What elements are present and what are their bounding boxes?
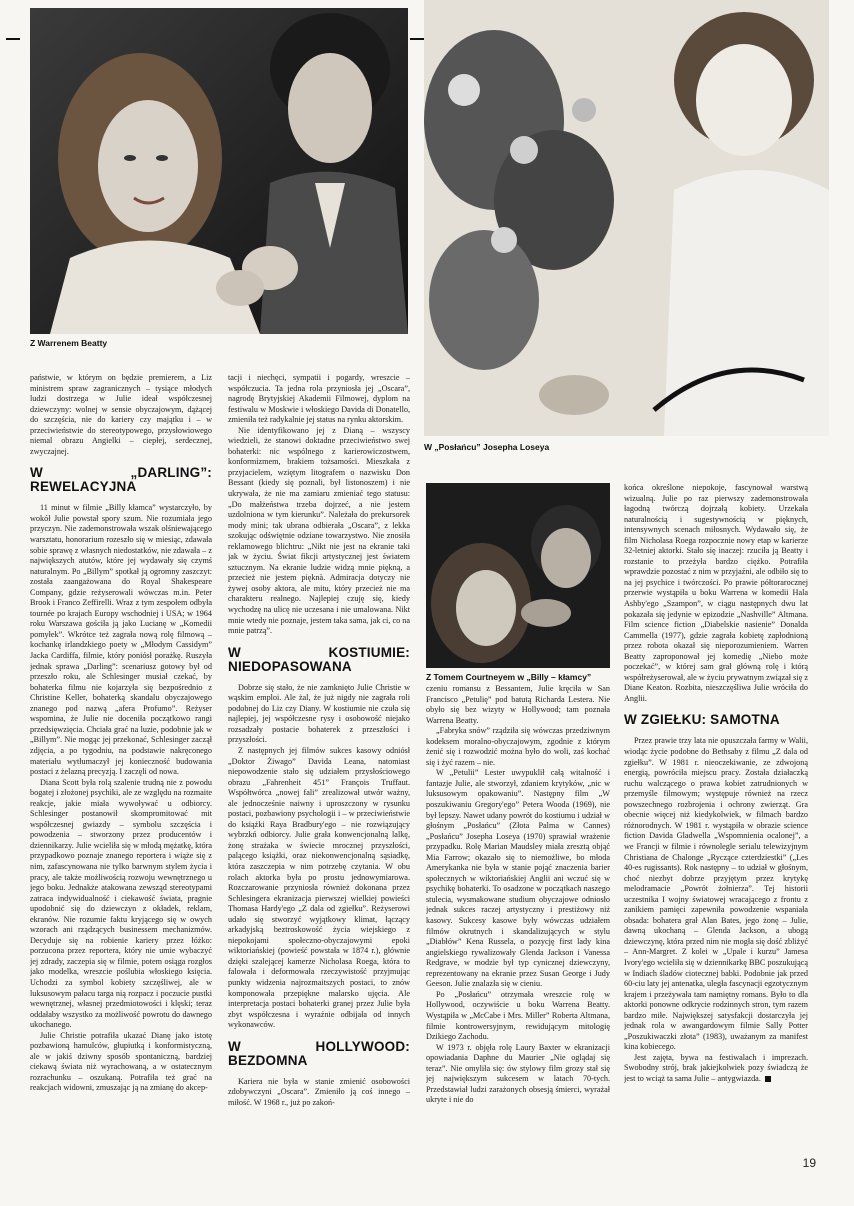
col2-paragraph: tacji i niechęci, sympatii i pogardy, wreszcie – współczucia. Ta jedna rola przyniosła jej „Oscara”, nagrodę Brytyjskiej Akademii Filmowej, dyplom na festiwalu w Moskwie i włoskiego Davida di Donatello, zmieniła też radykalnie jej status na rynku aktorskim. bbox=[228, 373, 410, 425]
col2-paragraph: Kariera nie była w stanie zmienić osobowości zdobywczyni „Oscara”. Zmieniło ją coś innego – miłość. W 1968 r., już po zakoń- bbox=[228, 1076, 410, 1107]
column-2 bbox=[228, 373, 410, 1143]
crop-mark-left bbox=[6, 38, 20, 40]
col3-paragraph: czeniu romansu z Bessantem, Julie kręciła w San Francisco „Petulię” pod batutą Richarda Lestera. Nie obyło się bez wizyty w Hollywood; tam poznała Warrena Beatty. bbox=[426, 684, 610, 725]
heading-zgielku: W ZGIEŁKU: SAMOTNA bbox=[624, 712, 780, 728]
photo-losey bbox=[424, 0, 829, 436]
page-number: 19 bbox=[802, 1156, 816, 1170]
photo-beatty-illustration bbox=[30, 8, 408, 334]
col2-paragraph: Nie identyfikowano jej z Dianą – wszyscy wiedzieli, że stanowi doktadne przeciwieństwo swej bohaterki: nic wspólnego z karierowiczostwem, konformizmem, brakiem tożsamości. Mieszkała z przyjacielem, wziętym litografem o nazwisku Don Bessant (kiedy się poznali, był listonoszem) i nie ukrywała, że nie ma zamiaru zmieniać tego statusu: „Do małżeństwa trzeba dojrzeć, a nie jestem uzdolniona w tym kierunku”. Należała do prekursorek mody mini; tak ubrana odbierała „Oscara”, z lekka szokując odświętnie odziane towarzystwo. Nie znosiła reklamowego blichtru: „Nikt nie jest na ekranie taki jak w życiu. Świat fikcji artystycznej jest światem sztucznym. Na ekranie ludzie widzą mnie piękną, a przecież nie jestem pięknà. Admiracja dotyczy nie żywej osoby aktora, ale mitu, który przecież nie ma charakteru realnego. Najlepiej czuję się, kiedy wychodzę na ulicę nie uczesana i nie umalowana. Nikt mnie wtedy nie poznaje, jestem taka sama, jak ci, co na mnie patrzą”. bbox=[228, 425, 410, 636]
photo-losey-illustration bbox=[424, 0, 829, 436]
col1-paragraph: Diana Scott była rolą szalenie trudną nie z powodu bogatej i złożonej psychiki, ale ze względu na rozmaite reakcje, jakie miała wywoływać u odbiorcy. Schlesinger postanowił skompromitować mit współczesnej gwiazdy – symbolu szczęścia i powodzenia – stworzony przez producentów i dziennikarzy. Julie wcieliła się w młodą mężatkę, która przypadkowo poznaje znanego reportera i wiąże się z nim, zafascynowana nie tylko barwnym stylem życia i pracy, ale także możliwością rozwoju wewnętrznego u jego boku. Jednakże atakowana zewsząd stereotypami zatraca indywidualność i ciekawość świata, pragnie upodobnić się do dziewczyn z okładek, reklam, ekranów. Nie rozumie faktu kryjącego się w owych wzorach ani rządzących businessem mechanizmów. Decyduje się na robienie kariery przez łóżko: porzucona przez reportera, który nie umie wybaczyć jej zdrady, zaczepia się w filmie, potem osiąga rozgłos jako modelka, wreszcie poślubia włoskiego księcia. Uchodzi za symbol kobiety szczęśliwej, ale w luksusowym pałacu targa nią rozpacz i poczucie pustki wewnętrznej, własnej przedmiotowości i klęski; teraz oddałaby wszystko za możliwość powrotu do dawnego ukochanego. bbox=[30, 777, 212, 1030]
col3-paragraph: Po „Posłańcu” otrzymała wreszcie rolę w Hollywood, oczywiście u boku Warrena Beatty. Wystąpiła w „McCabe i Mrs. Miller” Roberta Altmana, filmie kontrowersyjnym, rewidującym mitologię Dzikiego Zachodu. bbox=[426, 989, 610, 1042]
col1-paragraph: Julie Christie potrafiła ukazać Dianę jako istotę pozbawioną hamulców, głupiutką i konformistyczną, ale w jakiś dziwny sposób spontaniczną, bardziej ciekawą świata niż wyrachowaną, a w ostatecznym rozrachunku – oszukaną. Potrafiła też grać na reakcjach widowni, zmuszając ją na zmianę do akcep- bbox=[30, 1030, 212, 1093]
col1-paragraph: 11 minut w filmie „Billy kłamca” wystarczyło, by wokół Julie powstał spory szum. Nie rozumiała jego przyczyn. Nie zademonstrowała wszak olśniewającego warsztatu, honorarium rozeszło się w miesiąc, zdawała sobie sprawę z własnych niedostatków, nie zdawała – z największych atutów, które jej wydawały się czymś naturalnym. Po „Billym” spotkał ją ogromny zaszczyt: została zaangażowana do Royal Shakespeare Company, gdzie reżyserowali wówczas m.in. Peter Brook i Franco Zeffirelli. Wraz z tym zespołem odbyła tournée po krajach Europy wschodniej i USA; w 1964 roku Warszawa gościła ją jako Lucianę w „Komedii pomyłek”. Wkrótce też zagrała nową rolę filmową – kochankę irlandzkiego poety w „Młodym Cassidym” Jacka Cardiffa, filmie, który poniósł porażkę. Ruszyła jednak sprawa „Darling”: scenariusz gotowy był od przeszło roku, ale Schlesinger musiał czekać, by bohaterka filmu nie kojarzyła się bezpośrednio z Christine Keller, bohaterką skandalu obyczajowego znanego pod nazwą „afera Profumo”. Reżyser wspomina, że Julie nie doceniła początkowo rangi przedsięwzięcia. Chciała grać na luzie, podobnie jak w „Billym”. Nie mogąc jej przekonać, Schlesinger zaczął zdjęcia, a po tygodniu, na podstawie nakręconego materiału wytłumaczył jej konieczność budowania postaci z żelazną precyzją. I zaczęli od nowa. bbox=[30, 503, 212, 777]
col2-paragraph: Dobrze się stało, że nie zamknięto Julie Christie w wąskim emploi. Ale żal, że już nigdy nie zagrała roli podobnej do Liz czy Diany. W kostiumie nie czuła się najlepiej, jej współczesne rysy i osobowość niejako rozsadzały postacie bohaterek z przeszłości i przyszłości. bbox=[228, 682, 410, 745]
caption-losey: W „Posłańcu” Josepha Loseya bbox=[424, 442, 550, 452]
column-4 bbox=[624, 483, 808, 1145]
heading-darling: W „DARLING”: REWELACYJNA bbox=[30, 465, 212, 495]
col4-paragraph: Przez prawie trzy lata nie opuszczała farmy w Walii, wiodąc życie podobne do Bethsaby z filmu „Z dala od zgiełku”. W 1981 r. nieoczekiwanie, ze zdwojoną energią, powróciła miejscu pracy. Została działaczką ruchu walczącego o prawa kobiet zatrudnionych w przemyśle filmowym; występuje również na rzecz powszechnego rozbrojenia i ochrony zwierząt. Gra obecnie więcej niż kiedykolwiek, w filmach bardzo różnorodnych. W 1981 r. wystąpiła w obrazie science fiction Davida Gladwella „Wspomnienia ocalonej”, a we Francji w filmie i równolegle serialu telewizyjnym Christiana de Chalonge „Ryczące czterdziestki” („Les 40-es rugissants). Rok następny – to udział w głośnym, choć niezbyt dobrze przyjętym przez krytykę melodramacie „Powrót żołnierza”. Tej historii uczestnika I wojny światowej wracającego z frontu z zanikiem pamięci zapewniła powodzenie wspaniała obsada: bohatera grał Alan Bates, jego żonę – Julie, dawną ukochaną – Glenda Jackson, a ubogą dziewczynę, która przed nim nie mogła się dość zbliżyć – Ann-Margret. Z kolei w „Upale i kurzu” Jamesa Ivory'ego wcieliła się w dziennikarkę BBC poszukującą w Indiach śladów ciotecznej babki. Podobnie jak przed 60-ciu laty jej antenatka, uległa fascynacji egzotycznym krajem i przeżywała tam namiętny romans. Było to dla aktorki ponowne odkrycie rodzinnych stron, tym razem bardzo miłe. Największej satysfakcji dostarczyła jej jednak rola w awangardowym filmie Sally Potter „Poszukiwaczki złota” (1983), uważanym za manifest kina kobiecego. bbox=[624, 736, 808, 1052]
heading-kostiumie: W KOSTIUMIE: NIEDOPASOWANA bbox=[228, 644, 410, 674]
crop-mark-center bbox=[410, 38, 424, 40]
heading-hollywood: W HOLLYWOOD: BEZDOMNA bbox=[228, 1038, 410, 1068]
col1-intro: państwie, w którym on będzie premierem, a Liz ministrem spraw zagranicznych – tysiące młodych ludzi dostrzega w Julie ideał współczesnej dziewczyny: wolnej w sensie obyczajowym, dążącej do szczęścia, nie do kariery czy majątku i – w przeciwieństwie do stereotypowego, przysłowiowego niemal obrazu Angielki – ciepłej, serdecznej, zwyczajnej. bbox=[30, 373, 212, 456]
end-mark-icon bbox=[765, 1076, 771, 1082]
col3-paragraph: W „Petulii” Lester uwypuklił całą witalność i fantazje Julie, ale stworzył, zdaniem krytyków, „nic w luksusowym opakowaniu”. Następny film „W poszukiwaniu Gregory'ego” Petera Wooda (1969), nie był lepszy. Nawet udany powrót do kostiumu i udział w głośnym „Posłańcu” (Złota Palma w Cannes) „Posłańcu” Josepha Loseya (1970) sprawiał wrażenie przypadku. Rolę Marian Maudsley miała zresztą objąć Mia Farrow; okazało się to niemożliwe, bo młoda Amerykanka nie była w stanie pojąć znaczenia barier społecznych w wiktoriańskiej Anglii ani wczuć się w psychikę bohaterki. To osadzone w początkach naszego stulecia, wysmakowane studium obyczajowe odniosło jednak sukces raczej artystyczny i prestiżowy niż kasowy. Sukcesy kasowe były wówczas udziałem filmów okrutnych i skandalizujących w stylu „Diabłów” Kena Russela, o pozycję first lady kina angielskiego rywalizowały Glenda Jackson i Vanessa Redgrave, w modzie był typ cynicznej dziewczyny, reprezentowany na ekranie przez Susan George i Judy Geeson. Julie znalazła się w cieniu. bbox=[426, 768, 610, 989]
col2-paragraph: Z następnych jej filmów sukces kasowy odniósł „Doktor Żiwago” Davida Leana, natomiast niepowodzenie stało się udziałem przysłościowego obrazu „Fahrenheit 451” François Truffaut. Współtwórca „nowej fali” zrealizował utwór ważny, ale jednocześnie naiwny i uproszczony w rysunku postaci, pozbawiony psychologii i – w przeciwieństwie do książki Raya Bradbury'ego – nie rozwiązujący wybrzkń odbiorcy. Julie grała konwencjonalną lalkę, żonę strażaka w świecie mrocznej przyszłości, palącego książki, oraz niekonwencjonalną sąsiadkę, która zaszczepia w nim potrzebę czytania. W obu rolach aktorka była po prostu jednowymiarowa. Rozczarowanie przyniosła również dokonana przez Schlesingera ekranizacja pierwszej wielkiej powieści Thomasa Hardy'ego „Z dala od zgiełku”. Reżyserowi udało się stworzyć wyjątkowy klimat, łączący arkadyjską beztroskowość życia wiejskiego z niepokojami społeczno-obyczajowymi epoki wiktoriańskiej (powieść powstała w 1874 r.), głównie dzięki szalejącej kamerze Nicholasa Roega, która to falowała i deformowała rzeczywistość przyjmując punkty widzenia najrozmaitszych postaci, to znów komponowała przepiękne malarsko ujęcia. Ale interpretacja postaci bohaterki granej przez Julie była zbyt współczesna i wyraźnie odbijała od innych wykonawców. bbox=[228, 745, 410, 1030]
col4-paragraph bbox=[624, 1053, 808, 1085]
column-1 bbox=[30, 373, 212, 1143]
col3-paragraph: W 1973 r. objęła rolę Laury Baxter w ekranizacji opowiadania Daphne du Maurier „Nie oglądaj się teraz”. Nie omyliła się: ów stylowy film grozy stał się jej największym sukcesem w latach 70-tych. Przedstawiał ludzi zarażonych obsesją śmierci, wyrażał ukryte i nie do bbox=[426, 1042, 610, 1105]
photo-courtney bbox=[426, 483, 610, 668]
col4-paragraph: końca określone niepokoje, fascynował warstwą wizualną. Julie po raz pierwszy zademonstrowała łagodną twórczą dojrzałą kobiety. Urzekała naturalnością i sugestywnością w pięknych, intensywnych scenach miłosnych. Wydawało się, że film Nicholasa Roega rozpocznie nowy etap w karierze 32-letniej aktorki. Stało się inaczej: rzuciła ją Beatty i rozstanie to przeżyła bardzo ciężko. Potrafiła wprawdzie pozostać z nim w przyjaźni, ale odbiło się to na jej psychice i twórczości. Po prawie półtorarocznej przerwie wystąpiła u boku Warrena w komedii Hala Ashby'ego „Szampon”, w ciągu następnych dwu lat pokazała się jedynie w epizodzie „Nashville” Altmana. Film science fiction „Diabelskie nasienie” Donalda Cammella (1977), gdzie zagrała kobietę zapłodnioną przez robota okazał się nieporozumieniem. Warren Beatty zaproponował jej komedię „Niebo może poczekać”, w której sam grał główną rolę i którą współreżyserował, ale w życiu prywatnym związał się z Diane Keaton. Rozbita, nieszczęśliwa Julie wróciła do Anglii. bbox=[624, 483, 808, 703]
column-3 bbox=[426, 684, 610, 1144]
col3-paragraph: „Fabryka snów” rządziła się wówczas przedziwnym kodeksem moralno-obyczajowym, zgodnie z którym żenić się i rozwodzić można było do woli, zaś kochać się i żyć razem – nie. bbox=[426, 726, 610, 767]
photo-courtney-illustration bbox=[426, 483, 610, 668]
col4-final-text: Jest zajęta, bywa na festiwalach i imprezach. Swobodny strój, brak jakiejkolwiek pozy świadczą że jest to wciąż ta sama Julie – antygwiazda. bbox=[624, 1052, 808, 1083]
photo-warren-beatty bbox=[30, 8, 408, 334]
caption-beatty: Z Warrenem Beatty bbox=[30, 338, 108, 348]
caption-courtney: Z Tomem Courtneyem w „Billy – kłamcy” bbox=[426, 672, 592, 682]
